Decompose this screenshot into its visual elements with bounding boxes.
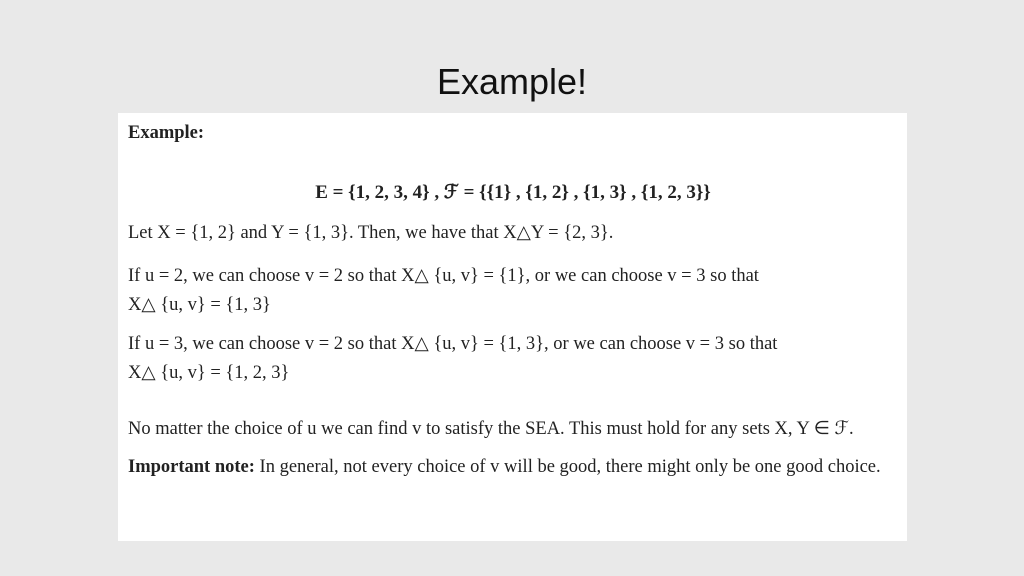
slide-title: Example! [436, 61, 588, 102]
content-panel [118, 113, 907, 541]
paragraph-conclusion: No matter the choice of u we can find v to satisfy the SEA. This must hold for any sets X, Y ∈ ℱ. [128, 419, 854, 439]
important-note-label: Important note: [128, 457, 255, 477]
important-note-text: In general, not every choice of v will be good, there might only be one good choice. [254, 457, 881, 477]
paragraph-case-u2-line2: X△ {u, v} = {1, 3} [128, 295, 271, 315]
important-note [128, 453, 898, 482]
paragraph-case-u2-line1: If u = 2, we can choose v = 2 so that X△ {u, v} = {1}, or we can choose v = 3 so that [128, 266, 759, 286]
example-heading: Example: [128, 123, 205, 143]
paragraph-case-u3-line2: X△ {u, v} = {1, 2, 3} [128, 363, 290, 383]
paragraph-case-u3-line1: If u = 3, we can choose v = 2 so that X△ {u, v} = {1, 3}, or we can choose v = 3 so that [128, 334, 778, 354]
display-equation: E = {1, 2, 3, 4} , ℱ = {{1} , {1, 2} , {1, 3} , {1, 2, 3}} [315, 182, 711, 203]
paragraph-symmetric-difference: Let X = {1, 2} and Y = {1, 3}. Then, we have that X△Y = {2, 3}. [128, 223, 614, 243]
